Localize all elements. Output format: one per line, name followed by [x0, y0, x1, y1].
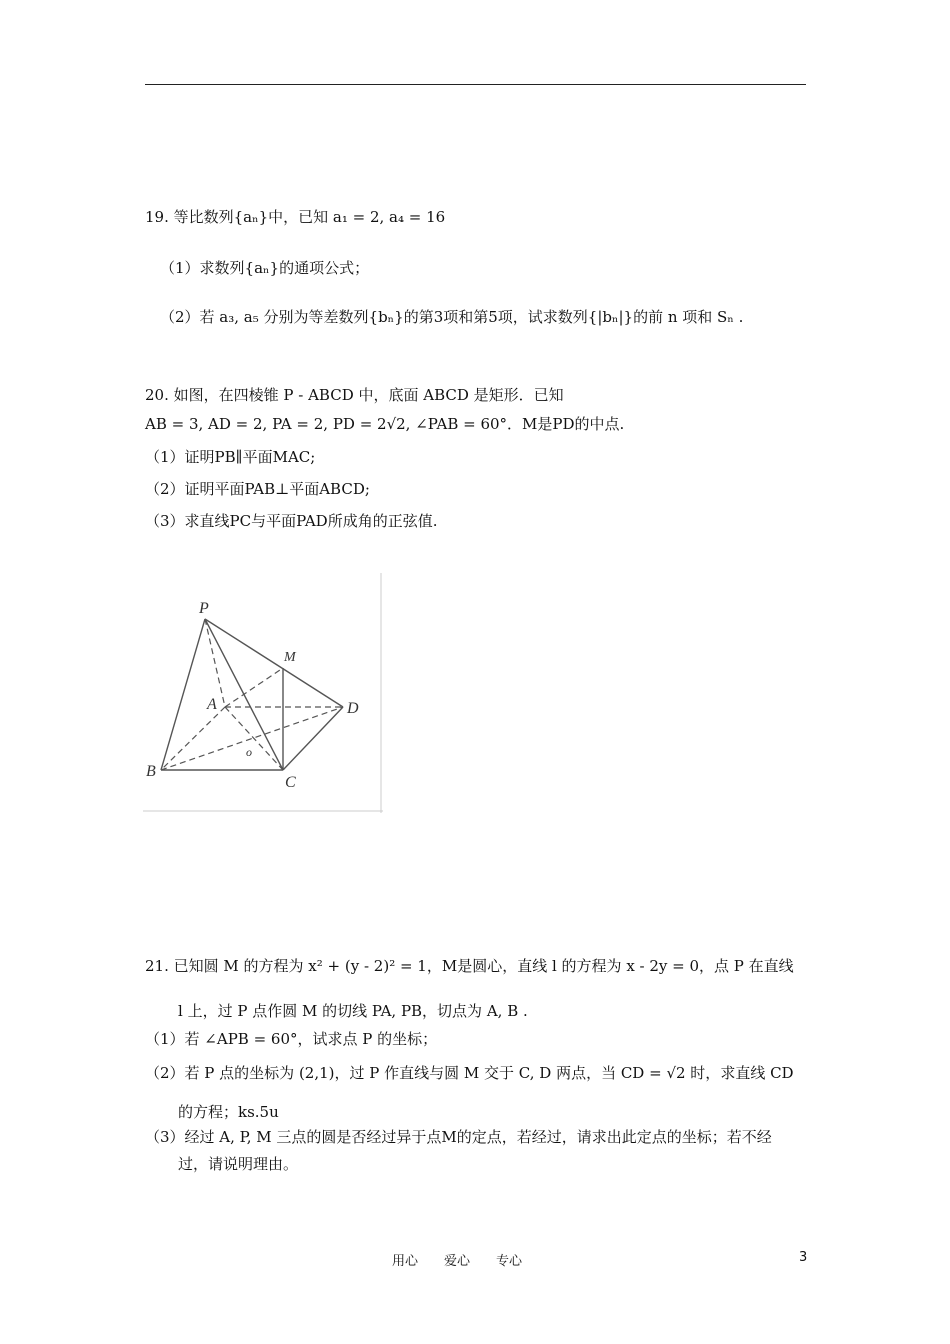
q21-stem: 21. 已知圆 M 的方程为 x² + (y - 2)² = 1，M是圆心，直线 l 的方程为 x - 2y = 0，点 P 在直线 [145, 957, 794, 975]
header-rule [145, 84, 806, 85]
q20-stem: 20. 如图，在四棱锥 P - ABCD 中，底面 ABCD 是矩形．已知 [145, 386, 564, 404]
label-D: D [347, 700, 359, 717]
q19-stem: 19. 等比数列{aₙ}中，已知 a₁ = 2, a₄ = 16 [145, 208, 446, 226]
label-O: o [246, 745, 252, 759]
pyramid-figure [143, 573, 383, 813]
label-M: M [284, 650, 296, 665]
q21-part2: （2）若 P 点的坐标为 (2,1)，过 P 作直线与圆 M 交于 C, D 两点，当 CD = √2 时，求直线 CD [145, 1064, 794, 1082]
q20-given: AB = 3, AD = 2, PA = 2, PD = 2√2, ∠PAB = 60°．M是PD的中点. [145, 415, 625, 433]
q20-part2: （2）证明平面PAB⊥平面ABCD; [145, 480, 370, 498]
label-B: B [146, 763, 156, 780]
q21-stem-cont: l 上，过 P 点作圆 M 的切线 PA, PB，切点为 A, B . [178, 1002, 528, 1020]
q19-part2: （2）若 a₃, a₅ 分别为等差数列{bₙ}的第3项和第5项，试求数列{|bₙ|}的前 n 项和 Sₙ . [160, 308, 744, 326]
q21-part3-cont: 过，请说明理由。 [178, 1155, 299, 1173]
q21-part2-cont: 的方程；ks.5u [178, 1103, 279, 1121]
q20-part1: （1）证明PB∥平面MAC; [145, 448, 316, 466]
label-A: A [207, 696, 217, 713]
q19-part1: （1）求数列{aₙ}的通项公式； [160, 259, 370, 277]
q21-part1: （1）若 ∠APB = 60°，试求点 P 的坐标； [145, 1030, 438, 1048]
footer-center: 用心 爱心 专心 [392, 1254, 523, 1269]
page-number: 3 [799, 1250, 808, 1265]
label-C: C [285, 774, 296, 791]
q20-part3: （3）求直线PC与平面PAD所成角的正弦值. [145, 512, 438, 530]
label-P: P [199, 600, 209, 617]
q21-part3: （3）经过 A, P, M 三点的圆是否经过异于点M的定点，若经过，请求出此定点的坐标；若不经 [145, 1128, 772, 1146]
